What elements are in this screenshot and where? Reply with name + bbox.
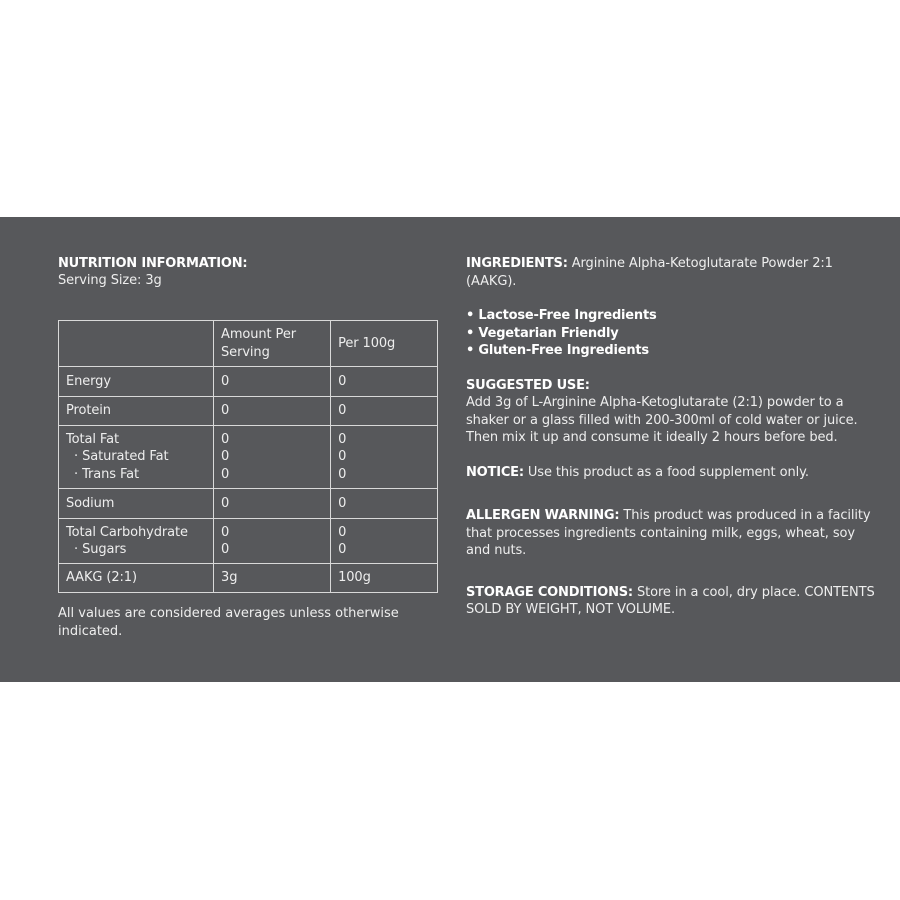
storage-heading: STORAGE CONDITIONS: (466, 584, 633, 600)
product-info-section (466, 255, 876, 636)
row-label: Sodium (59, 489, 214, 519)
table-row (59, 397, 438, 426)
table-row (59, 519, 438, 564)
feature-item: • Gluten-Free Ingredients (466, 343, 649, 358)
row-per-100g: 0 (331, 489, 438, 519)
feature-item: • Lactose-Free Ingredients (466, 308, 657, 323)
storage-text: Store in a cool, dry place. CONTENTS SOLD BY WEIGHT, NOT VOLUME. (466, 584, 875, 617)
row-label: Total Fat (66, 431, 119, 447)
row-label: Total Carbohydrate (66, 524, 188, 540)
table-row (59, 489, 438, 519)
row-sublabel: · Saturated Fat (74, 449, 169, 465)
ingredients-heading: INGREDIENTS: (466, 256, 568, 271)
row-label: Energy (59, 367, 214, 397)
suggested-use-block (466, 377, 876, 447)
row-per-serving: 0 (214, 397, 331, 426)
row-label-group (59, 426, 214, 489)
suggested-use-text: Add 3g of L-Arginine Alpha-Ketoglutarate (2:1) powder to a shaker or a glass filled with 200-300ml of cold water or juice. Then mix it up and consume it ideally 2 hours before bed. (466, 395, 858, 445)
row-label: AAKG (2:1) (59, 564, 214, 593)
header-amount-per-serving: Amount Per Serving (214, 321, 331, 367)
notice-text: Use this product as a food supplement only. (523, 464, 809, 480)
table-row (59, 426, 438, 489)
row-per-100g-group: 0 0 (331, 519, 438, 564)
serving-size: Serving Size: 3g (58, 273, 162, 288)
allergen-block (466, 507, 876, 560)
row-per-100g: 0 (331, 367, 438, 397)
row-per-serving: 0 (214, 489, 331, 519)
row-per-serving: 0 (214, 367, 331, 397)
row-sublabel: · Trans Fat (74, 466, 139, 482)
row-per-100g-group: 0 0 0 (331, 426, 438, 489)
nutrition-footnote: All values are considered averages unless otherwise indicated. (58, 606, 399, 639)
row-per-serving: 3g (214, 564, 331, 593)
nutrition-section (58, 255, 438, 639)
row-per-100g: 100g (331, 564, 438, 593)
row-label: Protein (59, 397, 214, 426)
feature-item: • Vegetarian Friendly (466, 325, 619, 341)
suggested-use-heading: SUGGESTED USE: (466, 377, 590, 393)
table-row (59, 564, 438, 593)
row-label-group (59, 519, 214, 564)
notice-heading: NOTICE: (466, 464, 524, 480)
row-per-serving-group: 0 0 0 (214, 426, 331, 489)
allergen-text: This product was produced in a facility that processes ingredients containing milk, eggs, wheat, soy and nuts. (466, 508, 871, 558)
table-header-row (59, 321, 438, 367)
feature-list (466, 307, 876, 360)
table-row (59, 367, 438, 397)
ingredients-text: Arginine Alpha-Ketoglutarate Powder 2:1 (AAKG). (466, 256, 833, 289)
header-per-100g: Per 100g (331, 321, 438, 367)
row-sublabel: · Sugars (74, 542, 127, 557)
row-per-serving-group: 0 0 (214, 519, 331, 564)
header-empty-cell (59, 321, 214, 367)
notice-block (466, 464, 876, 482)
row-per-100g: 0 (331, 397, 438, 426)
allergen-heading: ALLERGEN WARNING: (466, 508, 620, 523)
storage-block (466, 584, 876, 619)
nutrition-title: NUTRITION INFORMATION: (58, 256, 248, 271)
ingredients-block (466, 255, 876, 290)
nutrition-table (58, 320, 438, 593)
label-panel (0, 217, 900, 682)
